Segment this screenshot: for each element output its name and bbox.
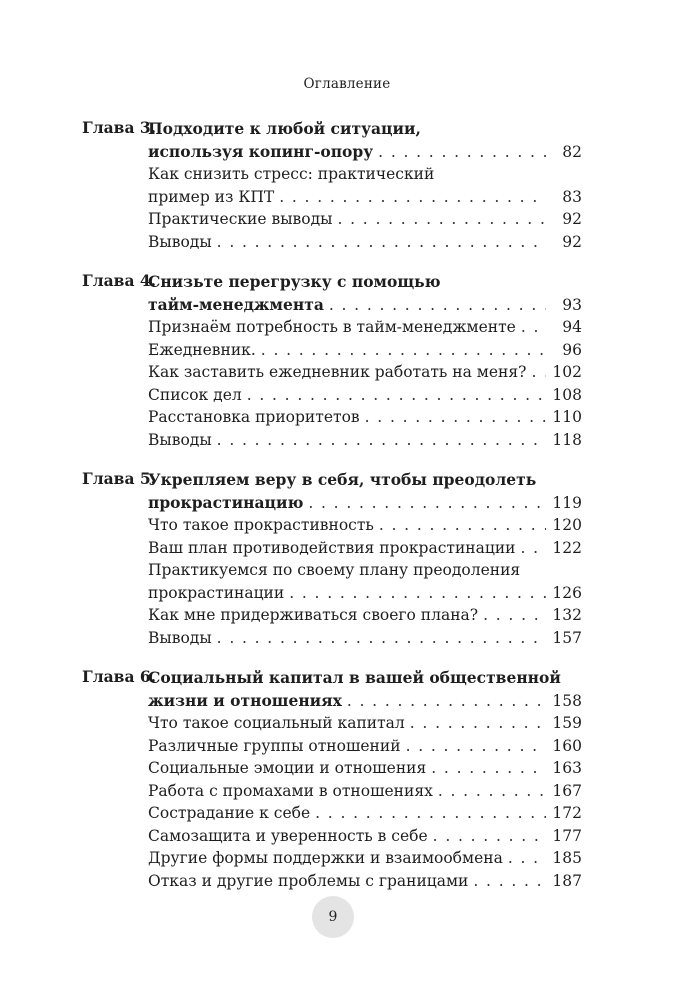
entry-title-line1: Практикуемся по своему плану преодоления (148, 561, 521, 579)
dot-leader (289, 582, 546, 605)
chapter-heading[interactable] (82, 469, 582, 514)
toc-entry[interactable] (148, 231, 582, 254)
page-number: 132 (552, 606, 582, 624)
chapter-label: Глава 5. (82, 469, 157, 488)
dot-leader (508, 847, 546, 870)
page-number: 110 (552, 408, 582, 426)
entry-title-line2: пример из КПТ (148, 187, 275, 206)
dot-leader (521, 316, 546, 339)
page-number: 185 (552, 849, 582, 867)
entry-title: Что такое социальный капитал (148, 714, 405, 732)
dot-leader (438, 780, 546, 803)
toc-entry[interactable] (148, 627, 582, 650)
chapter-label: Глава 3. (82, 118, 157, 137)
entry-title: Выводы (148, 628, 212, 647)
chapter-label: Глава 6. (82, 667, 157, 686)
dot-leader (247, 384, 546, 407)
entry-title: Как мне придерживаться своего плана? (148, 606, 479, 624)
toc-entry[interactable] (148, 870, 582, 893)
page-number: 172 (552, 804, 582, 822)
page-number: 82 (562, 142, 582, 161)
entry-title-line1: Как снизить стресс: практический (148, 165, 435, 183)
chapter-label: Глава 4. (82, 271, 157, 290)
page-number: 108 (552, 385, 582, 404)
toc-entry[interactable] (148, 604, 582, 627)
dot-leader (473, 870, 546, 893)
toc-entry[interactable] (148, 361, 582, 384)
entry-title: Сострадание к себе (148, 804, 311, 822)
toc-entry[interactable] (148, 559, 582, 604)
page-number-text: 9 (328, 909, 338, 925)
page-number: 102 (552, 363, 582, 381)
entry-title: Как заставить ежедневник работать на меня? (148, 363, 527, 381)
page-number: 187 (552, 871, 582, 890)
chapter-4 (82, 271, 582, 451)
page-number: 122 (552, 538, 582, 557)
dot-leader (431, 757, 546, 780)
toc-entry[interactable] (148, 757, 582, 780)
toc-entry[interactable] (148, 847, 582, 870)
dot-leader (520, 537, 546, 560)
chapter-title-line1: Подходите к любой ситуации, (148, 119, 421, 138)
entry-title: Работа с промахами в отношениях (148, 781, 433, 800)
entry-title: Социальные эмоции и отношения (148, 759, 427, 777)
chapter-3 (82, 118, 582, 253)
entry-title: Выводы (148, 232, 212, 251)
page-number: 177 (552, 826, 582, 845)
entry-title: Ежедневник. (148, 340, 256, 359)
page-number: 126 (552, 583, 582, 602)
toc-entry[interactable] (148, 735, 582, 758)
toc-entry[interactable] (148, 208, 582, 231)
toc-entry[interactable] (148, 316, 582, 339)
chapter-heading[interactable] (82, 271, 582, 316)
chapter-6 (82, 667, 582, 892)
dot-leader (365, 406, 546, 429)
chapter-title-line1: Укрепляем веру в себя, чтобы преодолеть (148, 470, 537, 489)
dot-leader (531, 361, 546, 384)
page-header-title: Оглавление (303, 76, 391, 92)
chapter-heading[interactable] (82, 667, 582, 712)
dot-leader (483, 604, 546, 627)
entry-title: Самозащита и уверенность в себе (148, 826, 428, 845)
chapter-title-line2: жизни и отношениях (148, 690, 342, 710)
table-of-contents (82, 118, 582, 910)
page-number: 94 (562, 318, 582, 336)
entry-title: Отказ и другие проблемы с границами (148, 871, 469, 890)
dot-leader (406, 735, 546, 758)
dot-leader (410, 712, 546, 735)
chapter-title-line1: Социальный капитал в вашей общественной (148, 668, 561, 687)
entry-title: Что такое прокрастивность (148, 516, 374, 534)
entry-title: Другие формы поддержки и взаимообмена (148, 849, 503, 867)
page-number: 163 (552, 759, 582, 777)
dot-leader (261, 339, 546, 362)
dot-leader (378, 141, 546, 164)
dot-leader (279, 186, 546, 209)
chapter-title-line2: используя копинг-опору (148, 141, 374, 161)
toc-entry[interactable] (148, 339, 582, 362)
toc-entry[interactable] (148, 429, 582, 452)
page-number: 119 (552, 493, 582, 512)
page-number: 157 (552, 628, 582, 647)
page-number: 120 (552, 516, 582, 534)
entry-title: Расстановка приоритетов (148, 408, 360, 426)
page-number: 160 (552, 736, 582, 755)
entry-title: Признаём потребность в тайм-менеджменте (148, 318, 516, 336)
toc-entry[interactable] (148, 384, 582, 407)
dot-leader (217, 429, 546, 452)
page-number: 92 (562, 232, 582, 251)
toc-entry[interactable] (148, 712, 582, 735)
chapter-5 (82, 469, 582, 649)
dot-leader (379, 514, 546, 537)
page-number: 93 (562, 295, 582, 314)
page-number: 167 (552, 781, 582, 800)
toc-entry[interactable] (148, 780, 582, 803)
dot-leader (308, 492, 546, 515)
page-number: 118 (552, 430, 582, 449)
page-number: 96 (562, 340, 582, 359)
chapter-title-line1: Снизьте перегрузку с помощью (148, 272, 441, 291)
toc-entry[interactable] (148, 406, 582, 429)
dot-leader (338, 208, 547, 231)
chapter-title-line2: прокрастинацию (148, 492, 304, 512)
entry-title: Выводы (148, 430, 212, 449)
page-number: 158 (552, 691, 582, 710)
toc-entry[interactable] (148, 514, 582, 537)
dot-leader (217, 627, 546, 650)
toc-entry[interactable] (148, 825, 582, 848)
dot-leader (433, 825, 546, 848)
page-number-badge (312, 896, 354, 938)
page-number: 159 (552, 714, 582, 732)
dot-leader (329, 294, 546, 317)
entry-title: Ваш план противодействия прокрастинации (148, 538, 516, 557)
page-number: 83 (562, 187, 582, 206)
toc-entry[interactable] (148, 163, 582, 208)
chapter-title-line2: тайм-менеджмента (148, 294, 324, 314)
dot-leader (217, 231, 546, 254)
entry-title-line2: прокрастинации (148, 583, 285, 602)
dot-leader (315, 802, 546, 825)
entry-title: Различные группы отношений (148, 736, 401, 755)
toc-entry[interactable] (148, 802, 582, 825)
toc-entry[interactable] (148, 537, 582, 560)
page-number: 92 (562, 210, 582, 228)
dot-leader (347, 690, 546, 713)
chapter-heading[interactable] (82, 118, 582, 163)
entry-title: Список дел (148, 385, 242, 404)
entry-title: Практические выводы (148, 210, 333, 228)
